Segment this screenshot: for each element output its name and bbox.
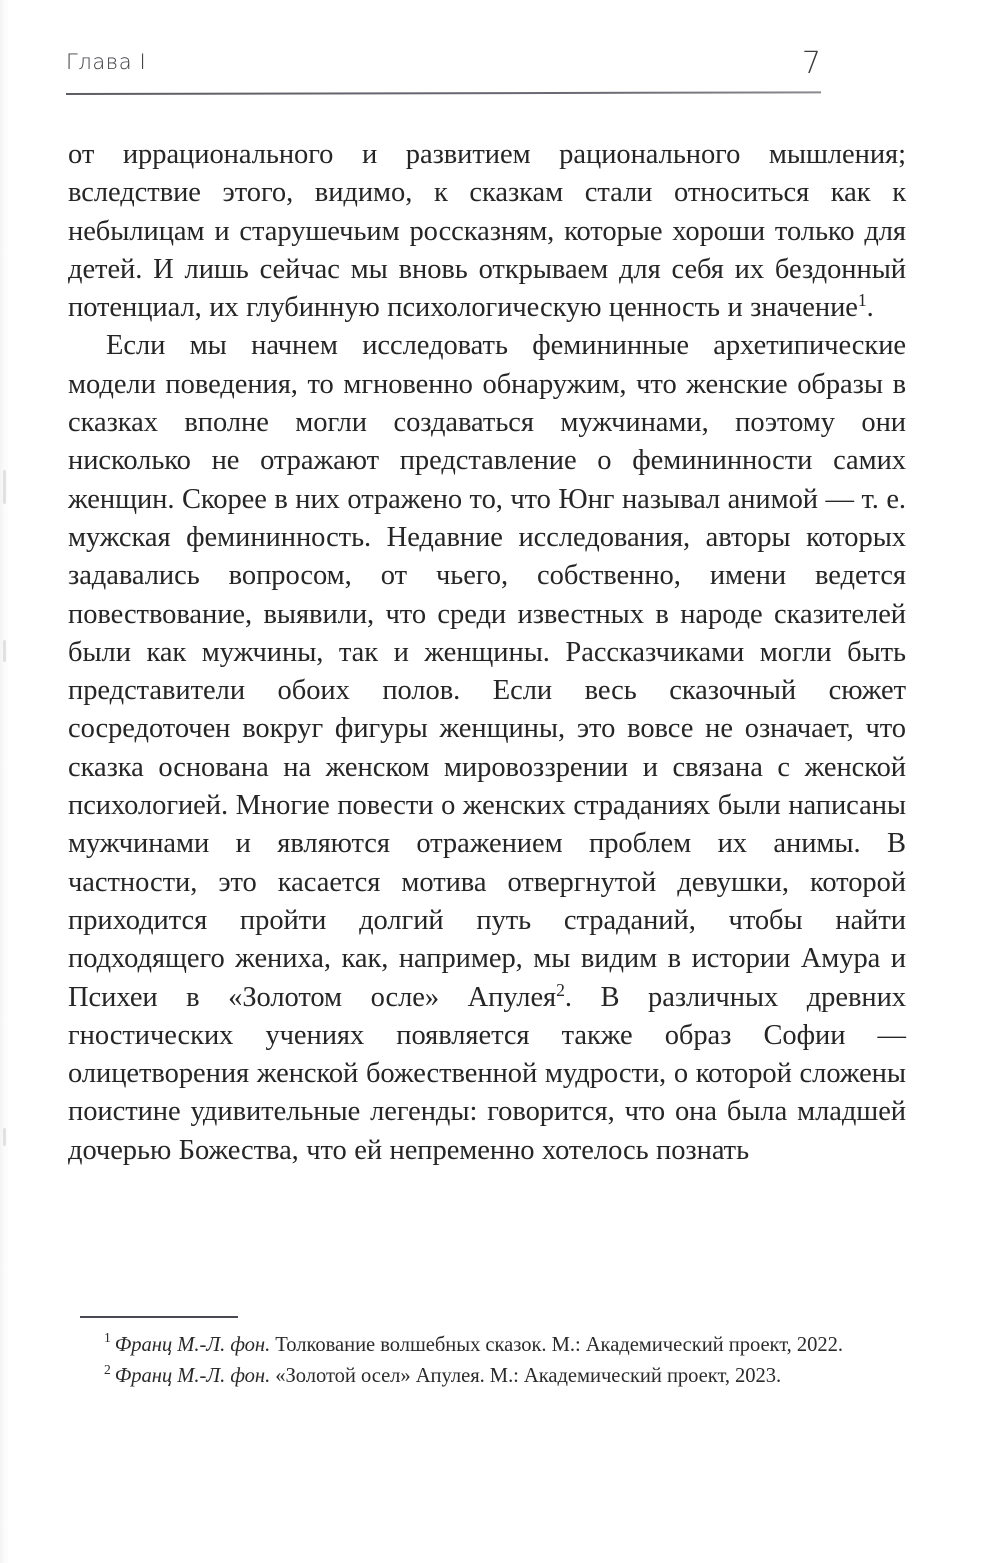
footnote-separator-rule <box>80 1316 238 1318</box>
scan-fleck-artifact <box>3 470 6 504</box>
footnote-marker: 1 <box>104 1330 111 1346</box>
footnote-marker: 2 <box>104 1361 111 1377</box>
footnote-item <box>68 1331 906 1361</box>
scan-fleck-artifact <box>3 640 6 662</box>
footnote-text: «Золотой осел» Апулея. М.: Академический проект, 2023. <box>270 1365 782 1388</box>
footnote-reference-1[interactable]: 1 <box>857 289 867 310</box>
paragraph-text: от иррационального и развитием рационального мышления; вследствие этого, видимо, к сказкам стали относиться как к небылицам и старушечьим россказням, которые хороши только для детей. И лишь сейчас мы вновь открываем для себя их бездонный потенциал, их глубинную психологическую ценность и значение <box>68 139 906 324</box>
footnote-author: Франц М.-Л. фон. <box>114 1333 271 1356</box>
paragraph-text-tail: . В различных древних гностических учениях появляется также образ Софии — олицетворения женской божественной мудрости, о которой сложены поистине удивительные легенды: говорится, что она была младшей дочерью Божества, что ей непременно хотелось познать <box>68 981 906 1166</box>
running-head-chapter-title: Глава I <box>66 50 147 74</box>
footnote-item <box>68 1362 906 1392</box>
footnote-reference-2[interactable]: 2 <box>556 979 565 1000</box>
page-number: 7 <box>801 46 821 81</box>
scan-edge-artifact <box>0 0 10 1563</box>
running-head-rule <box>66 91 821 95</box>
paragraph-text: Если мы начнем исследовать фемининные архетипические модели поведения, то мгновенно обнаружим, что женские образы в сказках вполне могли создаваться мужчинами, поэтому они нисколько не отражают представление о фемининности самих женщин. Скорее в них отражено то, что Юнг называл анимой — т. е. мужская фемининность. Недавние исследования, авторы которых задавались вопросом, от чьего, собственно, имени ведется повествование, выявили, что среди известных в народе сказителей были как мужчины, так и женщины. Рассказчиками могли быть представители обоих полов. Если весь сказочный сюжет сосредоточен вокруг фигуры женщины, это вовсе не означает, что сказка основана на женском мировоззрении и связана с женской психологией. Многие повести о женских страданиях были написаны мужчинами и являются отражением проблем их анимы. В частности, это касается мотива отвергнутой девушки, которой приходится пройти долгий путь страданий, чтобы найти подходящего жениха, как, например, мы видим в истории Амура и Психеи в «Золотом осле» Апулея <box>68 330 906 1013</box>
paragraph-text-tail: . <box>866 292 874 324</box>
footnote-text: Толкование волшебных сказок. М.: Академический проект, 2022. <box>270 1333 843 1356</box>
paragraph <box>68 136 906 327</box>
running-head <box>66 46 906 92</box>
body-text-column <box>68 136 906 1170</box>
paragraph <box>68 327 906 1170</box>
footnote-area <box>68 1316 906 1394</box>
footnote-author: Франц М.-Л. фон. <box>114 1365 271 1388</box>
scan-fleck-artifact <box>3 1128 6 1146</box>
